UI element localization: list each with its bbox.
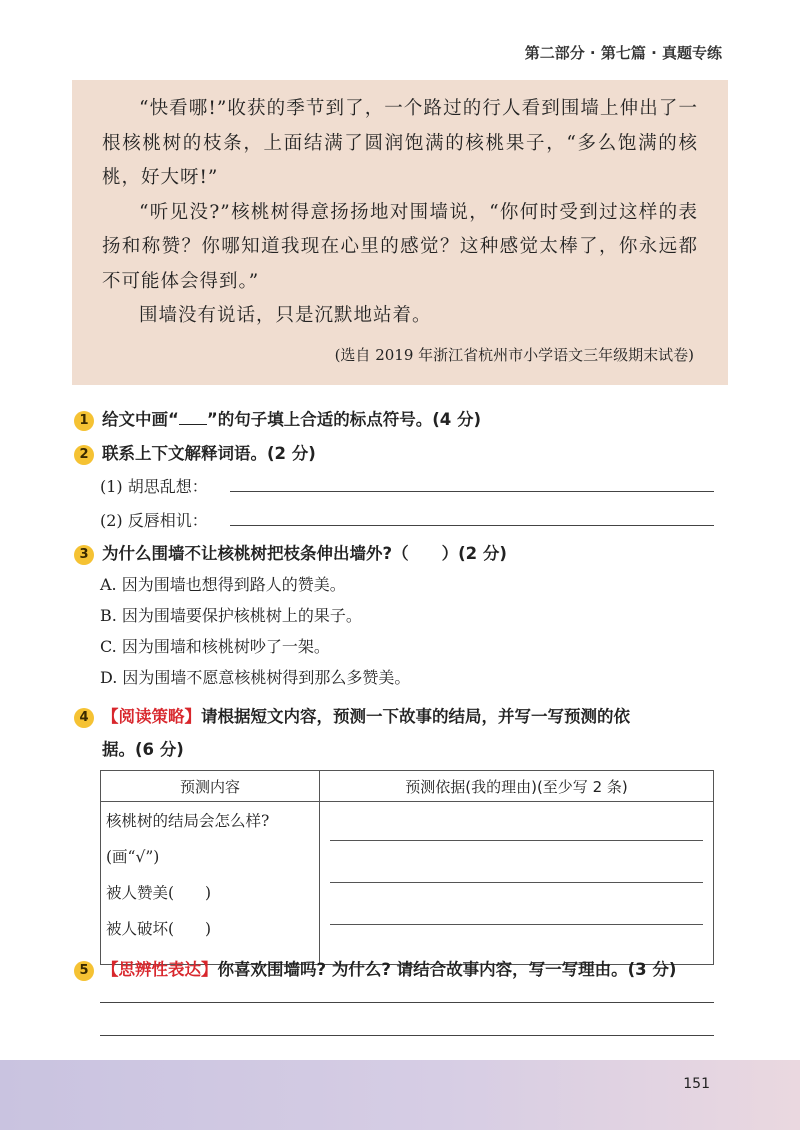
question-1-text-after: ”的句子填上合适的标点符号。(4 分) — [206, 410, 482, 429]
answer-line-5-2[interactable] — [100, 1035, 714, 1036]
passage-paragraph-2: “听见没?”核桃树得意扬扬地对围墙说，“你何时受到过这样的表扬和称赞？你哪知道我现在心里的感觉？这种感觉太棒了，你永远都不可能体会得到。” — [102, 201, 698, 292]
question-1-text-before: 给文中画“ — [102, 410, 179, 429]
option-praised[interactable]: 被人赞美( ) — [106, 884, 212, 902]
question-4-line2: 据。(6 分) — [102, 740, 184, 759]
passage-source: (选自 2019 年浙江省杭州市小学语文三年级期末试卷) — [334, 346, 694, 364]
answer-line-2-1[interactable] — [230, 491, 714, 492]
question-2-item-2: (2) 反唇相讥： — [100, 511, 208, 530]
reason-line-3[interactable] — [330, 924, 703, 925]
question-4-text-line1: 请根据短文内容，预测一下故事的结局，并写一写预测的依 — [201, 707, 630, 726]
cell-line-1: 核桃树的结局会怎么样? — [106, 812, 270, 830]
reason-line-1[interactable] — [330, 840, 703, 841]
option-d[interactable]: D. 因为围墙不愿意核桃树得到那么多赞美。 — [100, 668, 411, 687]
question-number-badge: 3 — [74, 545, 94, 565]
table-header-reason: 预测依据(我的理由)(至少写 2 条) — [320, 771, 714, 802]
passage-paragraph-1: “快看哪!”收获的季节到了，一个路过的行人看到围墙上伸出了一根核桃树的枝条，上面结满了圆润饱满的核桃果子，“多么饱满的核桃，好大呀!” — [102, 98, 698, 188]
question-2-text: 联系上下文解释词语。(2 分) — [102, 444, 316, 463]
question-3 — [74, 540, 507, 565]
answer-line-5-1[interactable] — [100, 1002, 714, 1003]
question-number-badge: 1 — [74, 411, 94, 431]
page-header: 第二部分 · 第七篇 · 真题专练 — [524, 44, 722, 62]
question-number-badge: 5 — [74, 961, 94, 981]
question-number-badge: 4 — [74, 708, 94, 728]
reading-passage — [72, 80, 728, 385]
question-4 — [74, 703, 630, 728]
answer-line-2-2[interactable] — [230, 525, 714, 526]
passage-paragraph-3: 围墙没有说话，只是沉默地站着。 — [139, 305, 432, 326]
underline-mark — [179, 410, 207, 425]
prediction-content-cell — [101, 802, 320, 965]
prediction-reason-cell[interactable] — [320, 802, 714, 965]
option-a[interactable]: A. 因为围墙也想得到路人的赞美。 — [100, 575, 346, 594]
question-4-tag: 【阅读策略】 — [102, 707, 201, 726]
table-header-content: 预测内容 — [101, 771, 320, 802]
option-c[interactable]: C. 因为围墙和核桃树吵了一架。 — [100, 637, 330, 656]
question-number-badge: 2 — [74, 445, 94, 465]
option-destroyed[interactable]: 被人破坏( ) — [106, 920, 212, 938]
question-1 — [74, 406, 481, 431]
question-5-text: 你喜欢围墙吗? 为什么? 请结合故事内容，写一写理由。(3 分) — [217, 960, 677, 979]
question-3-text: 为什么围墙不让核桃树把枝条伸出墙外?（ ）(2 分) — [102, 544, 507, 563]
question-2 — [74, 440, 316, 465]
page-footer — [0, 1060, 800, 1130]
question-5-tag: 【思辨性表达】 — [102, 960, 218, 979]
option-b[interactable]: B. 因为围墙要保护核桃树上的果子。 — [100, 606, 362, 625]
question-5 — [74, 956, 676, 981]
prediction-table — [100, 770, 714, 965]
page-number: 151 — [683, 1076, 710, 1092]
cell-line-2: (画“√”) — [106, 848, 160, 866]
reason-line-2[interactable] — [330, 882, 703, 883]
question-2-item-1: (1) 胡思乱想： — [100, 477, 208, 496]
